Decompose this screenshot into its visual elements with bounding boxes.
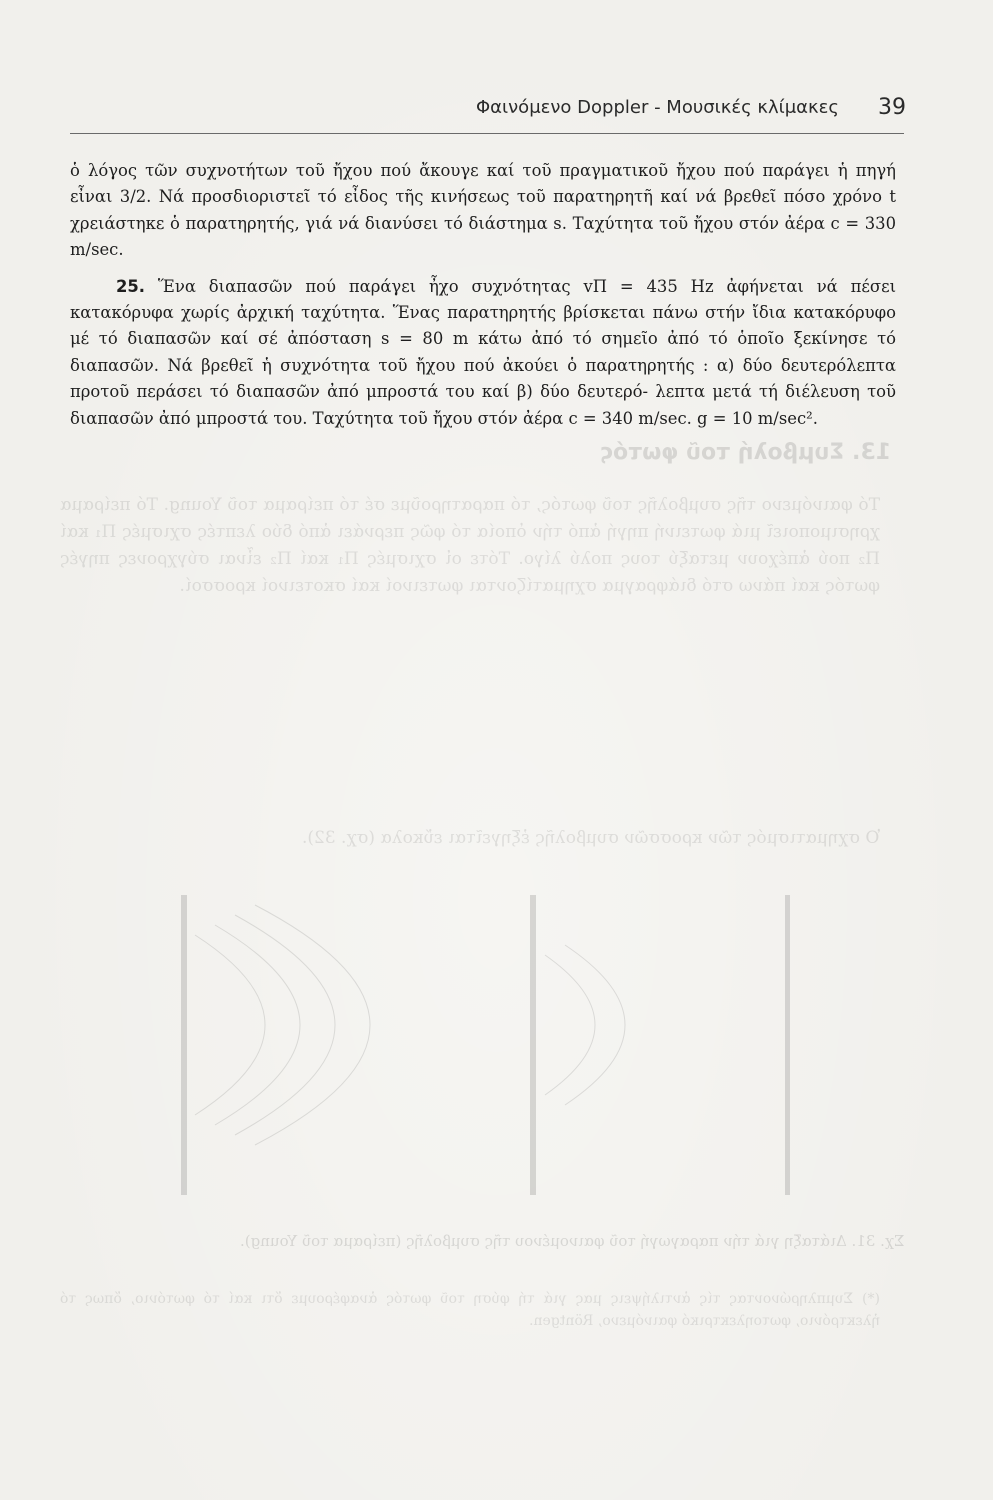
bleed-through-text: Τό φαινόμενο τῆς συμβολῆς τοῦ φωτός, τό παρατηροῦμε σέ τό πείραμα τοῦ Young. Τό πείραμα χρησιμοποιεῖ μιά φωτεινή πηγή ἀπό τήν ὁποία τό φῶς περνάει ἀπό δύο λεπτές σχισμές Π₁ καί Π₂ πού ἀπέχουν μεταξύ τους πολύ λίγο. Τότε οἱ σχισμές Π₁ καί Π₂ εἶναι σύγχρονες πηγές φωτός καί πάνω στό διάφραγμα σχηματίζονται φωτεινοί καί σκοτεινοί κροσσοί. xyxy=(60,495,880,596)
running-header xyxy=(476,92,906,122)
bleed-through-footnote: (*) Συμπληρώνοντας τίς ἀντιλήψεις μας γιά τή φύση τοῦ φωτός ἀναφέρουμε ὅτι καί τό φωτόνιο, ὅπως τό ἠλεκτρόνιο, φωτοηλεκτρικό φαινόμενο, Röntgen. xyxy=(60,1291,880,1329)
text-line: ξεκίνησε τό διαπασῶν. Νά βρεθεῖ ἡ συχνότητα τοῦ ἤχου πού ἀκούει ὁ παρατηρητής : xyxy=(70,329,896,375)
paragraph-continuation xyxy=(70,158,896,264)
text-line: ἤχου στόν ἀέρα c = 330 m/sec. xyxy=(70,213,896,260)
page-number: 39 xyxy=(878,94,906,120)
text-line: c = 340 m/sec. g = 10 m/sec². xyxy=(568,408,818,428)
bleed-through-heading: 13. Συμβολή τοῦ φωτός xyxy=(600,440,892,465)
text-line: ὁ λόγος τῶν συχνοτήτων τοῦ ἤχου πού ἄκουγε καί τοῦ πραγματικοῦ ἤχου πού παράγει xyxy=(70,161,830,180)
problem-25 xyxy=(70,274,896,432)
text-line: κατακόρυφο μέ τό διαπασῶν καί σέ ἀπόσταση s = 80 m κάτω ἀπό τό σημεῖο ἀπό τό ὁποῖο xyxy=(70,303,896,349)
text-line: Ἕνα διαπασῶν πού παράγει ἦχο συχνότητας vΠ = 435 Hz ἀφήνεται νά πέσει xyxy=(145,276,896,296)
text-line: ἡ πηγή εἶναι 3/2. Νά προσδιοριστεῖ τό εἶδος τῆς κινήσεως τοῦ παρατηρητῆ καί νά βρεθεῖ xyxy=(70,161,897,207)
bleed-through-figure xyxy=(85,875,875,1205)
problem-number: 25. xyxy=(116,276,146,296)
bleed-through-caption: Σχ. 31. Διάταξη γιά τήν παραγωγή τοῦ φαινομένου τῆς συμβολῆς (πείραμα τοῦ Young). xyxy=(240,1232,905,1250)
text-line: α) δύο δευτερόλεπτα προτοῦ περάσει τό διαπασῶν ἀπό μπροστά του καί β) δύο δευτερό- xyxy=(70,355,896,402)
text-line: κατακόρυφα χωρίς ἀρχική ταχύτητα. Ἕνας παρατηρητής βρίσκεται πάνω στήν ἴδια xyxy=(70,303,787,323)
text-line: πόσο χρόνο t χρειάστηκε ὁ παρατηρητής, γιά νά διανύσει τό διάστημα s. Ταχύτητα τοῦ xyxy=(70,187,896,233)
bleed-through-text: Ὁ σχηματισμός τῶν κροσσῶν συμβολῆς ἐξηγεῖται εὔκολα (σχ. 32). xyxy=(301,828,880,848)
running-title: Φαινόμενο Doppler - Μουσικές κλίμακες xyxy=(476,96,839,118)
text-line: λεπτα μετά τή διέλευση τοῦ διαπασῶν ἀπό μπροστά του. Ταχύτητα τοῦ ἤχου στόν ἀέρα xyxy=(70,382,897,428)
body-text xyxy=(70,158,896,432)
header-rule xyxy=(70,133,904,134)
